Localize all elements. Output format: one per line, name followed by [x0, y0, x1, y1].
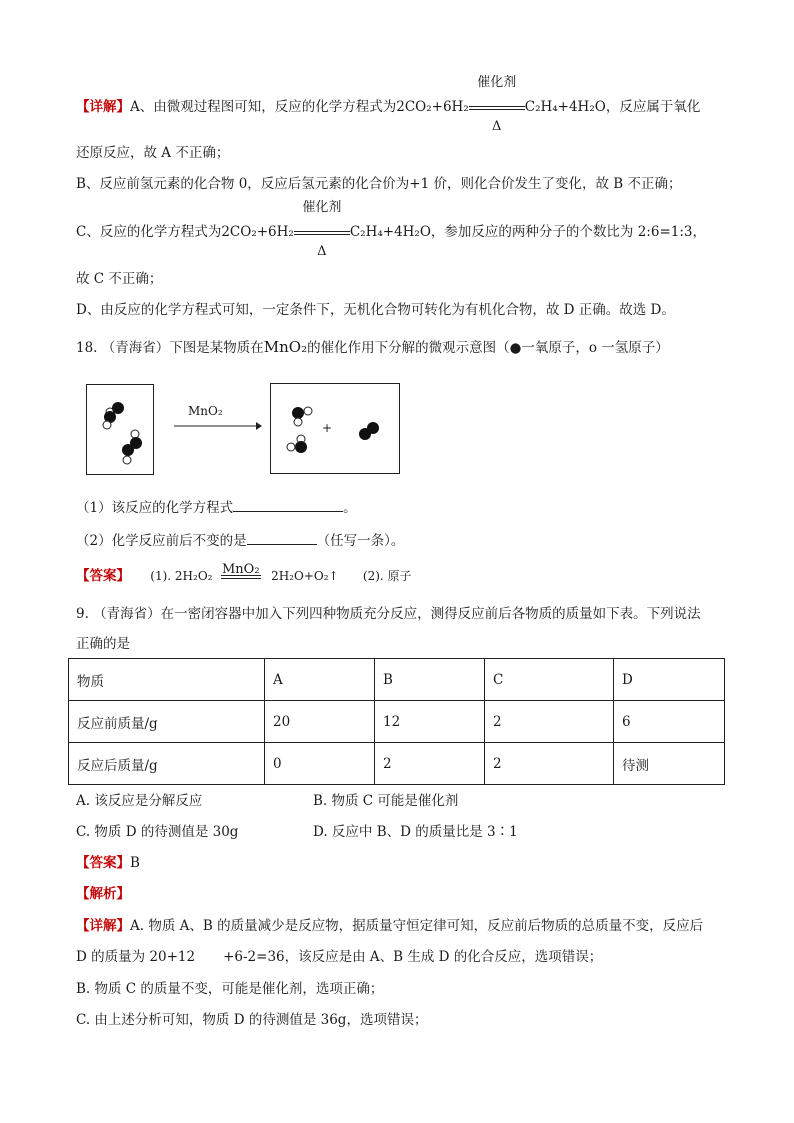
reactant-molecules: [87, 385, 153, 474]
question-9-stem-1: 9. （青海省）在一密闭容器中加入下列四种物质充分反应，测得反应前后各物质的质量如下表。下列说法: [76, 606, 701, 622]
table-header-row: [69, 659, 725, 701]
equation-right: C₂H₄+4H₂O: [349, 224, 431, 240]
detail-line-3: B、反应前氢元素的化合物 0，反应后氢元素的化合价为+1 价，则化合价发生了变化，故 B 不正确；: [76, 176, 682, 192]
detail-9-line-1: [76, 916, 703, 936]
oxygen-atom: [122, 444, 134, 456]
answer-text: (1). 2H₂O₂: [150, 569, 213, 583]
answer-tag: 【答案】: [76, 568, 130, 584]
answer-blank[interactable]: [233, 497, 343, 512]
text: 。: [343, 500, 357, 516]
text: 18. （青海省）下图是某物质在: [76, 340, 264, 356]
table-cell: A: [265, 659, 375, 701]
equation-condition: [469, 75, 525, 134]
detail-line-4: [76, 200, 706, 259]
equation-condition: [221, 562, 261, 586]
table-row: [69, 743, 725, 785]
legend-hydrogen: o 一氢原子）: [588, 340, 669, 356]
answer-value: B: [130, 855, 140, 871]
plus-sign: +: [322, 421, 333, 435]
product-box: [270, 383, 400, 474]
catalyst-label: MnO₂: [222, 562, 260, 577]
hydrogen-atom: [123, 456, 131, 464]
hydrogen-atom: [294, 418, 302, 426]
table-cell: 20: [265, 701, 375, 743]
detail-line-6: D、由反应的化学方程式可知，一定条件下，无机化合物可转化为有机化合物，故 D 正确。故选 D。: [76, 302, 675, 318]
answer-9: [76, 853, 140, 873]
analysis-tag: [76, 884, 130, 904]
option-c[interactable]: C. 物质 D 的待测值是 30g: [76, 824, 239, 840]
equation-bar: [294, 231, 350, 235]
mno2-formula: MnO₂: [263, 338, 308, 356]
detail-9-line-4: C. 由上述分析可知，物质 D 的待测值是 36g，选项错误；: [76, 1012, 428, 1028]
text: （1）该反应的化学方程式: [76, 500, 234, 516]
text: 的催化作用下分解的微观示意图（: [307, 340, 510, 356]
oxygen-atom: [292, 407, 304, 419]
analysis-label: 【解析】: [76, 886, 130, 902]
detail-line-1: [76, 75, 701, 134]
equation-left: 2CO₂+6H₂: [221, 224, 294, 240]
text: D 的质量为 20+12: [76, 949, 196, 965]
reactant-box: [86, 384, 154, 475]
table-cell: 6: [614, 701, 725, 743]
text: （任写一条）。: [316, 533, 405, 549]
option-a[interactable]: A. 该反应是分解反应: [76, 793, 203, 809]
heat-symbol: Δ: [492, 119, 502, 134]
question-18-stem: [76, 337, 669, 358]
table-cell: 2: [485, 743, 614, 785]
legend-oxygen: ●一氧原子，: [509, 340, 589, 356]
text: ，参加反应的两种分子的个数比为 2:6=1:3，: [430, 224, 706, 240]
option-b[interactable]: B. 物质 C 可能是催化剂: [313, 793, 459, 809]
detail-9-line-3: B. 物质 C 的质量不变，可能是催化剂，选项正确；: [76, 981, 384, 997]
catalyst-label: 催化剂: [477, 75, 517, 90]
table-cell: 物质: [69, 659, 265, 701]
reaction-arrow: [172, 420, 262, 432]
equation-left: 2CO₂+6H₂: [396, 99, 469, 115]
equation-right: C₂H₄+4H₂O: [524, 99, 606, 115]
equation-condition: [294, 200, 350, 259]
answer-18: [76, 562, 412, 586]
table-cell: 12: [375, 701, 485, 743]
sub-question-1: [76, 497, 357, 518]
table-row: [69, 701, 725, 743]
product-molecules: [271, 384, 399, 473]
oxygen-atom: [112, 402, 124, 414]
answer-text: (2). 原子: [362, 569, 412, 583]
table-cell: C: [485, 659, 614, 701]
table-cell: D: [614, 659, 725, 701]
text: ，反应属于氧化: [605, 99, 701, 115]
detail-line-2: 还原反应，故 A 不正确；: [76, 145, 230, 161]
hydrogen-atom: [304, 407, 312, 415]
detail-tag: 【详解】: [76, 918, 130, 934]
table-cell: 2: [485, 701, 614, 743]
detail-9-line-2: [76, 947, 602, 967]
hydrogen-atom: [131, 430, 139, 438]
option-d[interactable]: D. 反应中 B、D 的质量比是 3∶1: [313, 824, 518, 840]
text: A. 物质 A、B 的质量减少是反应物，据质量守恒定律可知，反应前后物质的总质量不变，反应后: [130, 918, 704, 934]
arrow-label: MnO₂: [188, 404, 223, 418]
detail-tag: 【详解】: [76, 99, 130, 115]
text: （2）化学反应前后不变的是: [76, 533, 247, 549]
table-cell: 0: [265, 743, 375, 785]
table-cell: 反应前质量/g: [69, 701, 265, 743]
hydrogen-atom: [287, 443, 295, 451]
hydrogen-atom: [103, 421, 111, 429]
mass-table: [68, 658, 725, 785]
equation-bar: [469, 106, 525, 110]
text: A、由微观过程图可知，反应的化学方程式为: [130, 99, 397, 115]
answer-text: 2H₂O+O₂↑: [271, 569, 339, 583]
table-cell: 待测: [614, 743, 725, 785]
answer-blank[interactable]: [247, 530, 317, 545]
text: +6-2=36，该反应是由 A、B 生成 D 的化合反应，选项错误；: [223, 949, 603, 965]
catalyst-label: 催化剂: [302, 200, 342, 215]
oxygen-atom: [359, 428, 371, 440]
answer-tag: 【答案】: [76, 855, 130, 871]
text: C、反应的化学方程式为: [76, 224, 222, 240]
table-cell: 反应后质量/g: [69, 743, 265, 785]
table-cell: 2: [375, 743, 485, 785]
sub-question-2: [76, 530, 404, 551]
table-cell: B: [375, 659, 485, 701]
heat-symbol: Δ: [317, 244, 327, 259]
detail-line-5: 故 C 不正确；: [76, 271, 163, 287]
question-9-stem-2: 正确的是: [76, 636, 130, 652]
oxygen-atom: [295, 441, 307, 453]
